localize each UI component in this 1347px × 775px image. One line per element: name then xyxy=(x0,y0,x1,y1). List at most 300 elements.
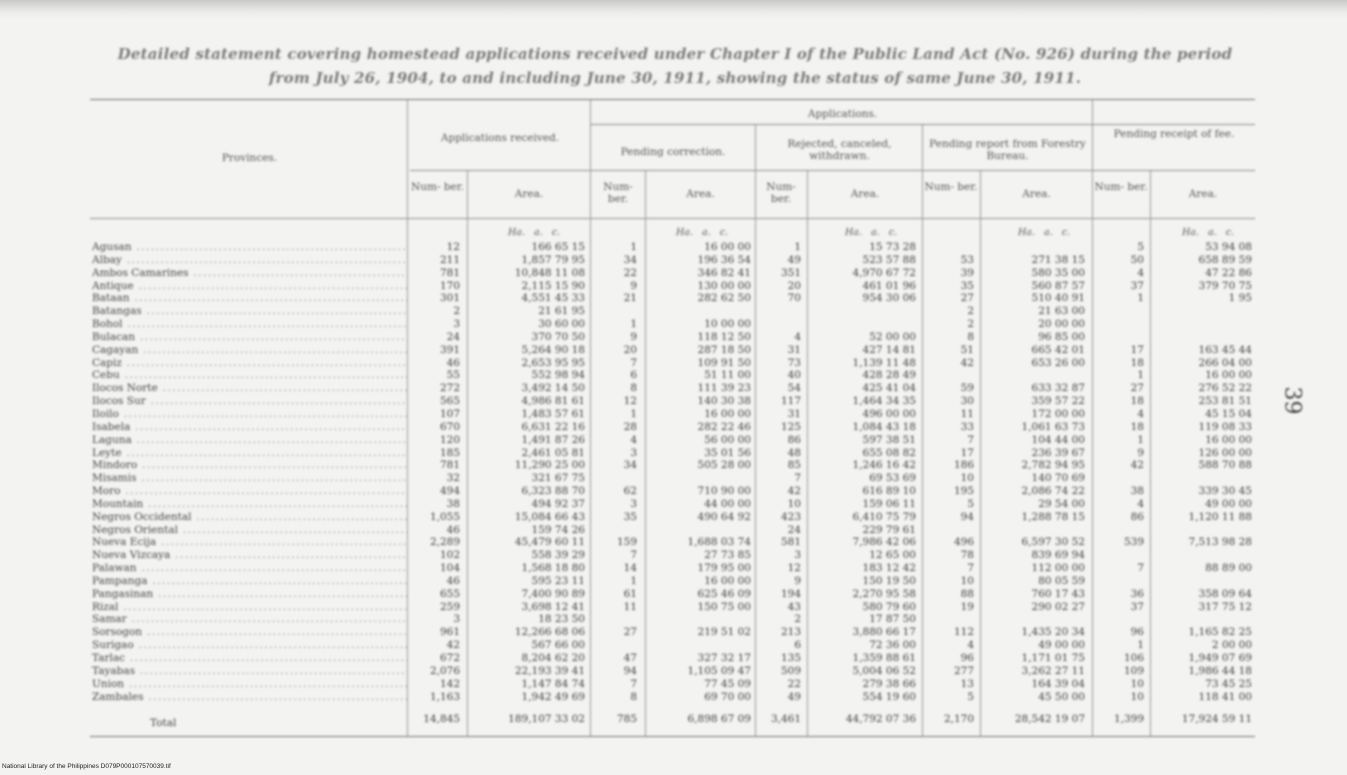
table-top-rule xyxy=(90,99,1255,100)
province-name: Ambos Camarines ..... xyxy=(92,267,407,280)
province-name: Bulacan ..... xyxy=(92,331,407,344)
province-name: Mindoro ..... xyxy=(92,459,407,472)
table-cell: 10 xyxy=(1130,690,1144,703)
total-label: Total xyxy=(150,717,177,729)
table-cell: 558 39 29 xyxy=(531,549,585,562)
area-units-label: Ha. a. c. xyxy=(1182,227,1235,238)
table-cell: 73 xyxy=(787,356,801,369)
table-cell: 655 08 82 xyxy=(862,446,916,459)
table-cell: 159 06 11 xyxy=(862,497,916,510)
table-cell: 211 xyxy=(439,253,460,266)
table-cell: 34 xyxy=(623,459,637,472)
province-name: Sorsogon ..... xyxy=(92,626,407,639)
province-name: Capiz ..... xyxy=(92,357,407,370)
table-cell: 18 xyxy=(1130,356,1144,369)
table-cell: 80 05 59 xyxy=(1038,574,1085,587)
table-cell: 33 xyxy=(960,420,974,433)
total-rf-number: 1,399 xyxy=(1113,713,1144,725)
table-cell: 580 35 00 xyxy=(1031,266,1085,279)
col-rule xyxy=(1092,100,1093,736)
table-cell: 1,171 01 75 xyxy=(1021,652,1085,664)
table-cell: 125 xyxy=(780,420,801,433)
table-cell: 597 38 51 xyxy=(862,433,916,446)
table-cell: 1 xyxy=(630,407,637,420)
table-cell: 2,653 95 95 xyxy=(521,356,585,369)
table-cell: 119 08 33 xyxy=(1198,420,1252,433)
province-name: Albay ..... xyxy=(92,254,407,267)
area-units-label: Ha. a. c. xyxy=(845,227,898,238)
table-cell xyxy=(1189,472,1252,485)
table-cell: 43 xyxy=(787,600,801,613)
table-cell xyxy=(1124,613,1144,626)
table-cell: 22 xyxy=(623,266,637,279)
table-cell: 12 xyxy=(787,562,801,575)
table-cell: 28 xyxy=(623,420,637,433)
table-cell: 633 32 87 xyxy=(1031,382,1085,395)
table-cell: 45,479 60 11 xyxy=(514,536,585,549)
table-cell xyxy=(853,318,916,331)
table-cell: 31 xyxy=(787,343,801,356)
table-cell: 490 64 92 xyxy=(697,510,751,523)
table-cell: 8 xyxy=(630,690,637,703)
area-units-label: Ha. a. c. xyxy=(508,227,561,238)
table-cell: 616 89 10 xyxy=(862,485,916,498)
table-cell: 170 xyxy=(439,279,460,292)
table-cell: 961 xyxy=(439,626,460,639)
table-cell: 45 50 00 xyxy=(1038,690,1085,703)
table-cell: 102 xyxy=(439,549,460,562)
table-cell: 1 xyxy=(630,318,637,331)
table-cell: 1 95 xyxy=(1228,292,1252,305)
table-cell: 20 00 00 xyxy=(1038,318,1085,331)
table-cell: 130 00 00 xyxy=(697,279,751,292)
table-cell: 7,400 90 89 xyxy=(521,587,585,600)
table-cell: 42 xyxy=(787,485,801,498)
table-cell: 253 81 51 xyxy=(1198,395,1252,408)
table-cell: 166 65 15 xyxy=(531,241,585,253)
table-cell: 580 79 60 xyxy=(862,600,916,613)
table-cell: 494 92 37 xyxy=(531,497,585,510)
table-cell: 5,004 06 52 xyxy=(852,664,916,677)
province-name: Ilocos Norte ..... xyxy=(92,382,407,395)
table-cell: 781 xyxy=(439,266,460,279)
table-cell: 4 xyxy=(794,330,801,343)
table-cell: 552 98 94 xyxy=(531,369,585,382)
table-cell: 1,949 07 69 xyxy=(1188,652,1252,664)
table-cell: 7 xyxy=(794,472,801,485)
table-cell: 655 xyxy=(439,587,460,600)
table-cell: 2,289 xyxy=(429,536,460,549)
province-name: Tayabas ..... xyxy=(92,665,407,678)
table-cell: 17 87 50 xyxy=(869,613,916,626)
table-cell xyxy=(1189,549,1252,562)
table-cell: 461 01 96 xyxy=(862,279,916,292)
table-cell: 565 xyxy=(439,395,460,408)
table-cell: 7 xyxy=(967,433,974,446)
table-cell: 760 17 43 xyxy=(1031,587,1085,600)
table-cell: 51 xyxy=(960,343,974,356)
table-cell: 30 xyxy=(960,395,974,408)
table-cell: 183 12 42 xyxy=(862,562,916,575)
table-cell xyxy=(781,318,801,331)
table-cell: 266 04 00 xyxy=(1198,356,1252,369)
table-cell: 70 xyxy=(787,292,801,305)
table-cell: 140 30 38 xyxy=(697,395,751,408)
table-cell: 317 75 12 xyxy=(1198,600,1252,613)
table-cell: 39 xyxy=(960,266,974,279)
table-cell: 72 36 00 xyxy=(869,639,916,652)
table-cell: 5 xyxy=(1137,241,1144,253)
table-cell: 22 xyxy=(787,677,801,690)
province-name: Misamis ..... xyxy=(92,472,407,485)
table-cell: 1,139 11 48 xyxy=(852,356,916,369)
table-cell: 423 xyxy=(780,510,801,523)
table-cell: 3,880 66 17 xyxy=(852,626,916,639)
table-cell: 16 00 00 xyxy=(1205,369,1252,382)
table-cell: 1,942 49 69 xyxy=(521,690,585,703)
table-cell: 672 xyxy=(439,652,460,664)
table-cell: 653 26 00 xyxy=(1031,356,1085,369)
table-cell xyxy=(1124,331,1144,344)
table-cell: 126 00 00 xyxy=(1198,446,1252,459)
table-cell: 213 xyxy=(780,626,801,639)
table-cell: 10 xyxy=(960,574,974,587)
table-cell: 8 xyxy=(630,382,637,395)
table-cell: 670 xyxy=(439,420,460,433)
table-cell: 1,246 16 42 xyxy=(852,459,916,472)
number-header: Num- ber. xyxy=(766,181,796,205)
table-cell: 118 41 00 xyxy=(1198,690,1252,703)
table-cell: 259 xyxy=(439,600,460,613)
table-cell: 85 xyxy=(787,459,801,472)
table-cell: 6 xyxy=(794,639,801,652)
table-cell: 6,597 30 52 xyxy=(1021,536,1085,549)
table-cell: 1,491 87 26 xyxy=(521,433,585,446)
table-cell: 109 91 50 xyxy=(697,356,751,369)
table-cell: 523 57 88 xyxy=(862,253,916,266)
table-cell: 665 42 01 xyxy=(1031,343,1085,356)
table-cell: 49 00 00 xyxy=(1205,497,1252,510)
province-name: Negros Occidental ..... xyxy=(92,511,407,524)
table-cell: 7 xyxy=(967,562,974,575)
table-cell: 20 xyxy=(623,343,637,356)
area-header: Area. xyxy=(1022,188,1051,200)
table-cell: 8 xyxy=(967,330,974,343)
province-name: Palawan ..... xyxy=(92,562,407,575)
province-name: Batangas ..... xyxy=(92,305,407,318)
area-header: Area. xyxy=(850,188,880,200)
table-cell: 186 xyxy=(953,459,974,472)
table-cell: 24 xyxy=(446,330,460,343)
table-cell xyxy=(781,305,801,318)
table-cell: 24 xyxy=(787,523,801,536)
col-rule xyxy=(590,100,591,736)
col-rule xyxy=(922,125,923,736)
table-cell: 12 xyxy=(446,241,460,253)
table-cell: 3 xyxy=(630,446,637,459)
table-cell xyxy=(1124,305,1144,318)
total-pc-number: 785 xyxy=(616,713,637,725)
table-cell: 35 01 56 xyxy=(704,446,751,459)
table-cell: 510 40 91 xyxy=(1031,292,1085,305)
table-cell: 159 74 26 xyxy=(531,523,585,536)
table-cell: 1,288 78 15 xyxy=(1021,510,1085,523)
pending-correction-header: Pending correction. xyxy=(620,146,726,158)
table-cell: 29 54 00 xyxy=(1038,497,1085,510)
pending-correction-area-column xyxy=(688,241,751,703)
table-cell: 588 70 88 xyxy=(1198,459,1252,472)
table-cell: 560 87 57 xyxy=(1031,279,1085,292)
forestry-area-column xyxy=(1022,241,1085,703)
table-cell: 42 xyxy=(1130,459,1144,472)
table-cell: 27 xyxy=(623,626,637,639)
table-cell xyxy=(1189,613,1252,626)
province-name: Pampanga ..... xyxy=(92,575,407,588)
province-name: Nueva Ecija ..... xyxy=(92,536,407,549)
province-name: Pangasinan ..... xyxy=(92,588,407,601)
table-cell: 112 xyxy=(953,626,974,639)
table-cell: 2,076 xyxy=(429,664,460,677)
table-cell: 49 xyxy=(787,253,801,266)
table-cell: 36 xyxy=(1130,587,1144,600)
table-cell xyxy=(954,613,974,626)
col-rule xyxy=(807,171,808,736)
table-cell: 1 xyxy=(630,574,637,587)
table-cell: 77 45 09 xyxy=(704,677,751,690)
table-cell: 94 xyxy=(960,510,974,523)
table-cell: 104 xyxy=(439,562,460,575)
table-cell: 21 61 95 xyxy=(538,305,585,318)
table-cell: 179 95 00 xyxy=(697,562,751,575)
table-cell: 327 32 17 xyxy=(697,652,751,664)
table-cell: 781 xyxy=(439,459,460,472)
table-cell: 271 38 15 xyxy=(1031,253,1085,266)
table-cell xyxy=(617,639,637,652)
table-cell: 339 30 45 xyxy=(1198,485,1252,498)
province-name: Mountain ..... xyxy=(92,498,407,511)
table-cell: 282 22 46 xyxy=(697,420,751,433)
table-cell: 2 00 00 xyxy=(1211,639,1252,652)
table-cell xyxy=(688,639,751,652)
table-cell: 49 00 00 xyxy=(1038,639,1085,652)
table-cell: 1,568 18 80 xyxy=(521,562,585,575)
province-name: Tarlac ..... xyxy=(92,652,407,665)
table-cell: 321 67 75 xyxy=(531,472,585,485)
table-cell xyxy=(617,613,637,626)
table-cell: 277 xyxy=(953,664,974,677)
province-name: Nueva Vizcaya ..... xyxy=(92,549,407,562)
col-rule xyxy=(645,171,646,736)
table-cell: 59 xyxy=(960,382,974,395)
table-cell: 581 xyxy=(780,536,801,549)
table-cell: 4,970 67 72 xyxy=(852,266,916,279)
table-cell: 46 xyxy=(446,574,460,587)
table-cell: 17 xyxy=(960,446,974,459)
table-cell: 2,270 95 58 xyxy=(852,587,916,600)
total-rj-number: 3,461 xyxy=(770,713,801,725)
table-cell: 10 00 00 xyxy=(704,318,751,331)
table-cell: 106 xyxy=(1123,652,1144,664)
table-cell: 20 xyxy=(787,279,801,292)
table-cell: 276 52 22 xyxy=(1198,382,1252,395)
table-cell: 359 57 22 xyxy=(1031,395,1085,408)
table-cell: 4 xyxy=(1137,266,1144,279)
pending-fee-header: Pending receipt of fee. xyxy=(1113,128,1235,140)
table-cell: 15,084 66 43 xyxy=(514,510,585,523)
table-cell: 7 xyxy=(1137,562,1144,575)
table-cell: 42 xyxy=(960,356,974,369)
table-cell xyxy=(1124,472,1144,485)
table-cell: 1,986 44 18 xyxy=(1188,664,1252,677)
table-cell: 3 xyxy=(630,497,637,510)
table-cell: 1 xyxy=(794,241,801,253)
rejected-header: Rejected, canceled, withdrawn. xyxy=(787,138,892,162)
province-name: Rizal ..... xyxy=(92,601,407,614)
table-cell xyxy=(853,305,916,318)
table-cell: 539 xyxy=(1123,536,1144,549)
table-cell: 4 xyxy=(967,639,974,652)
province-name: Surigao ..... xyxy=(92,639,407,652)
table-cell: 287 18 50 xyxy=(697,343,751,356)
table-cell: 16 00 00 xyxy=(704,574,751,587)
table-cell: 301 xyxy=(439,292,460,305)
table-cell: 27 73 85 xyxy=(704,549,751,562)
rejected-area-column xyxy=(853,241,916,703)
table-cell: 4,986 81 61 xyxy=(521,395,585,408)
table-cell: 6,631 22 16 xyxy=(521,420,585,433)
table-cell: 272 xyxy=(439,382,460,395)
table-cell: 38 xyxy=(446,497,460,510)
table-cell: 2,115 15 90 xyxy=(521,279,585,292)
table-cell: 7,513 98 28 xyxy=(1188,536,1252,549)
table-cell: 52 00 00 xyxy=(869,330,916,343)
table-cell: 236 39 67 xyxy=(1031,446,1085,459)
table-cell xyxy=(688,305,751,318)
table-cell: 159 xyxy=(616,536,637,549)
table-cell: 45 15 04 xyxy=(1205,407,1252,420)
total-rf-area: 17,924 59 11 xyxy=(1181,713,1252,725)
table-cell: 12 xyxy=(623,395,637,408)
table-cell: 7,986 42 06 xyxy=(852,536,916,549)
table-cell: 954 30 06 xyxy=(862,292,916,305)
table-cell: 35 xyxy=(623,510,637,523)
pending-forestry-header: Pending report from Forestry Bureau. xyxy=(929,138,1086,162)
page-title xyxy=(60,42,1290,90)
table-cell: 554 19 60 xyxy=(862,690,916,703)
table-cell: 35 xyxy=(960,279,974,292)
table-cell: 595 23 11 xyxy=(531,574,585,587)
table-cell xyxy=(1189,305,1252,318)
table-cell: 10 xyxy=(960,472,974,485)
table-cell: 1,055 xyxy=(429,510,460,523)
table-cell: 7 xyxy=(630,549,637,562)
title-line-2: from July 26, 1904, to and including June 30, 1911, showing the status of same June 30, 1911. xyxy=(268,69,1082,87)
table-cell: 505 28 00 xyxy=(697,459,751,472)
received-number-column xyxy=(430,241,460,703)
table-cell: 494 xyxy=(439,485,460,498)
col-rule xyxy=(407,100,408,736)
table-cell: 13 xyxy=(960,677,974,690)
table-cell: 62 xyxy=(623,485,637,498)
table-cell: 37 xyxy=(1130,600,1144,613)
table-cell: 425 41 04 xyxy=(862,382,916,395)
page-number: 39 xyxy=(1279,386,1305,415)
table-cell: 49 xyxy=(787,690,801,703)
number-header: Num- ber. xyxy=(924,181,978,193)
subheader-rule xyxy=(410,170,1255,171)
table-cell: 1,483 57 61 xyxy=(521,407,585,420)
table-cell: 9 xyxy=(630,279,637,292)
area-header: Area. xyxy=(1188,188,1218,200)
province-name: Bataan ..... xyxy=(92,292,407,305)
table-cell: 428 28 49 xyxy=(862,369,916,382)
table-cell: 6,410 75 79 xyxy=(852,510,916,523)
table-cell: 5 xyxy=(967,690,974,703)
total-fb-area: 28,542 19 07 xyxy=(1014,713,1085,725)
table-cell xyxy=(688,472,751,485)
table-cell: 56 00 00 xyxy=(704,433,751,446)
received-header: Applications received. xyxy=(440,132,560,144)
table-cell: 135 xyxy=(780,652,801,664)
table-cell: 3 xyxy=(794,549,801,562)
number-header: Num- ber. xyxy=(1094,181,1148,193)
table-cell xyxy=(1189,331,1252,344)
table-cell xyxy=(1189,318,1252,331)
table-cell xyxy=(1022,241,1085,254)
table-cell: 46 xyxy=(446,356,460,369)
table-cell: 107 xyxy=(439,407,460,420)
province-name: Agusan ..... xyxy=(92,241,407,254)
table-cell: 96 85 00 xyxy=(1038,330,1085,343)
table-cell: 7 xyxy=(630,356,637,369)
table-cell: 2 xyxy=(453,305,460,318)
table-cell: 73 45 25 xyxy=(1205,677,1252,690)
table-cell: 53 xyxy=(960,253,974,266)
area-units-label: Ha. a. c. xyxy=(676,227,729,238)
table-cell: 69 53 69 xyxy=(869,472,916,485)
number-header: Num- ber. xyxy=(411,181,464,193)
table-cell: 14 xyxy=(623,562,637,575)
total-received-area: 189,107 33 02 xyxy=(508,713,585,725)
table-cell: 195 xyxy=(953,485,974,498)
table-cell: 11 xyxy=(960,407,974,420)
table-cell: 9 xyxy=(1137,446,1144,459)
table-cell: 12,266 68 06 xyxy=(514,626,585,639)
table-cell xyxy=(688,613,751,626)
table-cell: 3,492 14 50 xyxy=(521,382,585,395)
table-cell: 111 39 23 xyxy=(697,382,751,395)
table-cell: 163 45 44 xyxy=(1198,343,1252,356)
table-cell: 509 xyxy=(780,664,801,677)
table-cell xyxy=(1022,369,1085,382)
table-cell: 1 xyxy=(1137,433,1144,446)
table-cell: 1,120 11 88 xyxy=(1188,510,1252,523)
table-cell xyxy=(1022,524,1085,537)
col-rule xyxy=(1150,171,1151,736)
province-name: Samar ..... xyxy=(92,613,407,626)
table-cell: 96 xyxy=(960,652,974,664)
table-cell: 567 66 00 xyxy=(531,639,585,652)
table-cell: 496 00 00 xyxy=(862,407,916,420)
table-cell: 54 xyxy=(787,382,801,395)
province-name: Moro ..... xyxy=(92,485,407,498)
table-cell: 16 00 00 xyxy=(704,241,751,253)
table-cell: 1,105 09 47 xyxy=(687,664,751,677)
table-cell: 44 00 00 xyxy=(704,497,751,510)
col-rule xyxy=(467,171,468,736)
area-header: Area. xyxy=(514,188,544,200)
table-bottom-rule xyxy=(90,736,1255,737)
